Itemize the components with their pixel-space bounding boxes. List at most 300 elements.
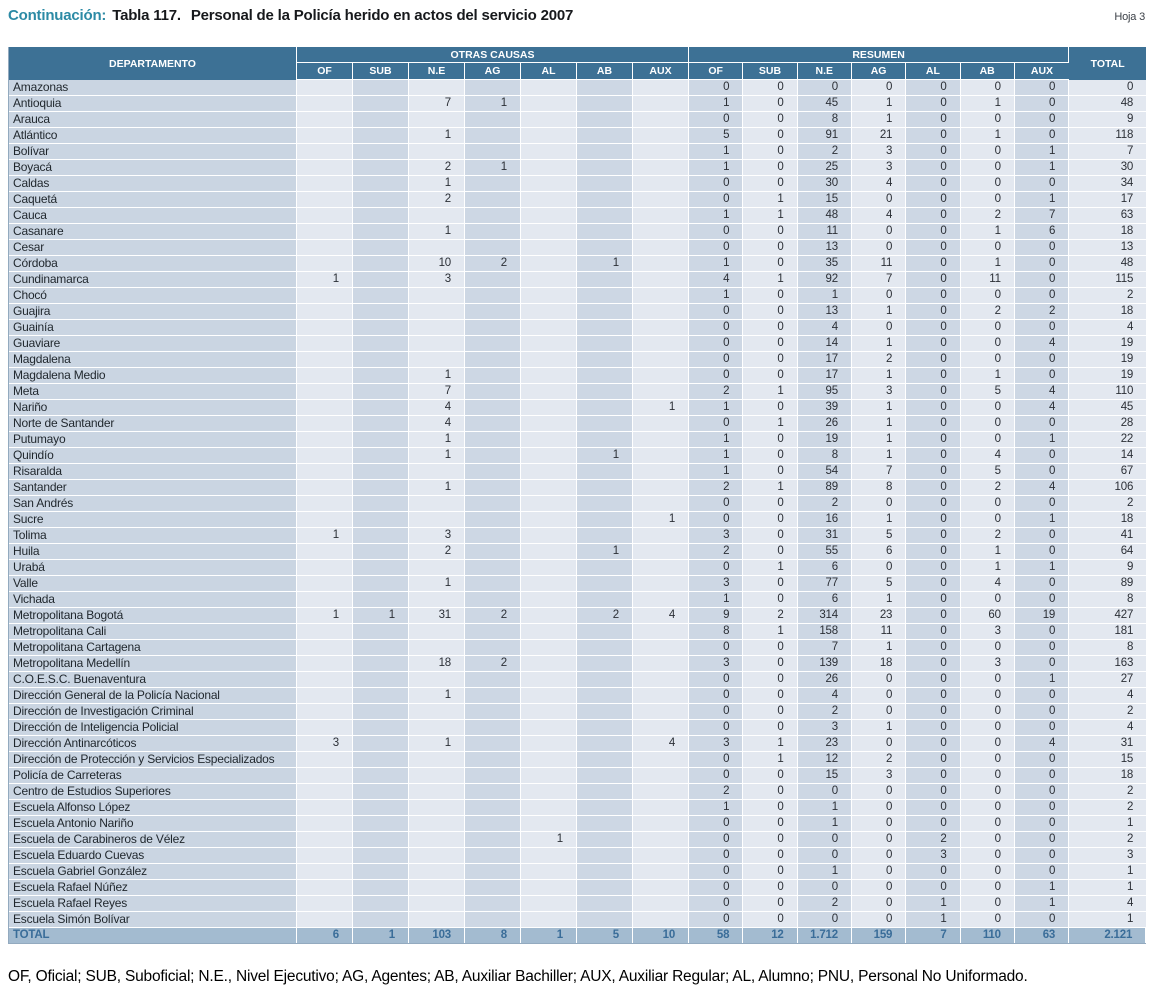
row-total-cell: 4 — [1069, 896, 1146, 912]
value-cell — [409, 288, 465, 304]
value-cell: 0 — [906, 256, 960, 272]
row-total-cell: 2 — [1069, 288, 1146, 304]
value-cell — [297, 464, 353, 480]
value-cell — [409, 864, 465, 880]
value-cell: 4 — [961, 576, 1015, 592]
value-cell — [633, 144, 689, 160]
value-cell: 2 — [689, 384, 743, 400]
value-cell: 0 — [906, 496, 960, 512]
value-cell — [521, 864, 577, 880]
value-cell — [521, 912, 577, 928]
value-cell: 23 — [852, 608, 906, 624]
table-row — [9, 688, 1146, 704]
value-cell: 3 — [689, 528, 743, 544]
table-row — [9, 784, 1146, 800]
value-cell — [633, 480, 689, 496]
value-cell — [297, 384, 353, 400]
value-cell — [353, 192, 409, 208]
value-cell — [633, 112, 689, 128]
value-cell — [297, 240, 353, 256]
value-cell: 0 — [1015, 688, 1069, 704]
value-cell: 0 — [689, 80, 743, 96]
value-cell — [297, 160, 353, 176]
value-cell: 0 — [961, 832, 1015, 848]
value-cell: 0 — [906, 384, 960, 400]
value-cell: 3 — [852, 144, 906, 160]
value-cell — [409, 848, 465, 864]
value-cell: 0 — [961, 416, 1015, 432]
value-cell: 1 — [852, 512, 906, 528]
col-header-resumen-ag: AG — [852, 63, 906, 80]
table-row — [9, 336, 1146, 352]
value-cell — [521, 880, 577, 896]
value-cell: 0 — [1015, 448, 1069, 464]
value-cell: 2 — [798, 704, 852, 720]
value-cell: 2 — [961, 528, 1015, 544]
value-cell — [521, 656, 577, 672]
value-cell: 0 — [906, 512, 960, 528]
value-cell: 12 — [743, 928, 797, 943]
value-cell — [465, 624, 521, 640]
department-cell: Centro de Estudios Superiores — [9, 784, 297, 800]
value-cell — [297, 80, 353, 96]
value-cell: 0 — [1015, 720, 1069, 736]
value-cell: 0 — [961, 432, 1015, 448]
value-cell: 3 — [852, 384, 906, 400]
value-cell — [353, 736, 409, 752]
table-number: Tabla 117. — [112, 7, 181, 24]
value-cell: 2 — [689, 784, 743, 800]
department-cell: Escuela de Carabineros de Vélez — [9, 832, 297, 848]
table-row — [9, 160, 1146, 176]
value-cell: 0 — [961, 352, 1015, 368]
value-cell — [297, 544, 353, 560]
value-cell: 4 — [852, 176, 906, 192]
value-cell: 2 — [798, 496, 852, 512]
value-cell — [577, 560, 633, 576]
department-cell: Santander — [9, 480, 297, 496]
value-cell — [409, 624, 465, 640]
value-cell: 0 — [689, 560, 743, 576]
value-cell — [633, 304, 689, 320]
row-total-cell: 118 — [1069, 128, 1146, 144]
value-cell — [297, 720, 353, 736]
value-cell: 0 — [798, 848, 852, 864]
value-cell — [521, 496, 577, 512]
row-total-cell: 2 — [1069, 800, 1146, 816]
value-cell — [465, 464, 521, 480]
value-cell: 8 — [689, 624, 743, 640]
value-cell: 1 — [1015, 880, 1069, 896]
value-cell: 3 — [852, 768, 906, 784]
value-cell — [465, 480, 521, 496]
value-cell — [577, 80, 633, 96]
value-cell — [297, 576, 353, 592]
value-cell — [633, 496, 689, 512]
value-cell: 1 — [633, 512, 689, 528]
department-cell: Sucre — [9, 512, 297, 528]
value-cell — [297, 592, 353, 608]
row-total-cell: 30 — [1069, 160, 1146, 176]
value-cell: 26 — [798, 672, 852, 688]
row-total-cell: 106 — [1069, 480, 1146, 496]
value-cell — [353, 144, 409, 160]
value-cell: 1 — [906, 912, 960, 928]
value-cell — [297, 560, 353, 576]
value-cell: 1 — [852, 304, 906, 320]
department-cell: Huila — [9, 544, 297, 560]
row-total-cell: 4 — [1069, 320, 1146, 336]
table-row — [9, 144, 1146, 160]
col-header-otras-ne: N.E — [409, 63, 465, 80]
value-cell: 7 — [906, 928, 960, 943]
value-cell: 1 — [961, 544, 1015, 560]
department-cell: Urabá — [9, 560, 297, 576]
value-cell: 0 — [743, 768, 797, 784]
value-cell — [633, 848, 689, 864]
value-cell: 1 — [743, 736, 797, 752]
value-cell: 0 — [961, 320, 1015, 336]
value-cell: 1 — [297, 608, 353, 624]
table-row — [9, 352, 1146, 368]
value-cell — [353, 768, 409, 784]
value-cell — [521, 560, 577, 576]
value-cell — [465, 320, 521, 336]
value-cell: 0 — [906, 720, 960, 736]
value-cell — [577, 832, 633, 848]
value-cell: 0 — [743, 112, 797, 128]
value-cell — [465, 192, 521, 208]
value-cell: 3 — [961, 624, 1015, 640]
value-cell — [521, 848, 577, 864]
value-cell — [465, 912, 521, 928]
value-cell — [297, 400, 353, 416]
value-cell — [577, 640, 633, 656]
value-cell: 1 — [961, 256, 1015, 272]
value-cell: 4 — [1015, 336, 1069, 352]
value-cell: 0 — [961, 176, 1015, 192]
department-cell: Caquetá — [9, 192, 297, 208]
value-cell — [521, 112, 577, 128]
row-total-cell: 19 — [1069, 352, 1146, 368]
value-cell: 1 — [743, 192, 797, 208]
value-cell: 0 — [1015, 592, 1069, 608]
value-cell: 2 — [961, 208, 1015, 224]
value-cell: 1 — [961, 368, 1015, 384]
value-cell — [577, 272, 633, 288]
value-cell: 2 — [961, 304, 1015, 320]
group-header-resumen: RESUMEN — [689, 47, 1069, 63]
value-cell: 18 — [409, 656, 465, 672]
department-cell: Dirección Antinarcóticos — [9, 736, 297, 752]
value-cell — [577, 800, 633, 816]
value-cell: 0 — [906, 736, 960, 752]
value-cell — [633, 560, 689, 576]
value-cell: 0 — [852, 496, 906, 512]
value-cell — [409, 240, 465, 256]
value-cell: 10 — [633, 928, 689, 943]
table-row — [9, 272, 1146, 288]
value-cell: 1 — [577, 544, 633, 560]
value-cell: 3 — [689, 736, 743, 752]
value-cell — [353, 896, 409, 912]
value-cell — [297, 352, 353, 368]
value-cell — [521, 304, 577, 320]
value-cell — [633, 96, 689, 112]
value-cell: 0 — [961, 896, 1015, 912]
col-header-otras-al: AL — [521, 63, 577, 80]
table-row — [9, 592, 1146, 608]
value-cell: 0 — [743, 640, 797, 656]
value-cell — [465, 688, 521, 704]
value-cell — [577, 784, 633, 800]
value-cell: 1 — [852, 432, 906, 448]
value-cell — [353, 304, 409, 320]
value-cell: 0 — [961, 768, 1015, 784]
value-cell: 0 — [906, 656, 960, 672]
value-cell — [297, 176, 353, 192]
continuation-label: Continuación: — [8, 7, 107, 24]
value-cell: 0 — [852, 784, 906, 800]
value-cell — [633, 896, 689, 912]
value-cell — [353, 496, 409, 512]
value-cell — [633, 768, 689, 784]
group-header-otras-causas: OTRAS CAUSAS — [297, 47, 689, 63]
value-cell — [297, 496, 353, 512]
value-cell: 2 — [409, 192, 465, 208]
table-row — [9, 736, 1146, 752]
value-cell: 0 — [961, 144, 1015, 160]
value-cell: 0 — [961, 288, 1015, 304]
value-cell: 11 — [798, 224, 852, 240]
footnote: OF, Oficial; SUB, Suboficial; N.E., Nivel Ejecutivo; AG, Agentes; AB, Auxiliar Bachiller; AUX, Auxiliar Regular; AL, Alumno; PNU, Personal No Uniformado. — [8, 968, 1028, 985]
table-row — [9, 608, 1146, 624]
value-cell — [633, 672, 689, 688]
value-cell: 0 — [906, 608, 960, 624]
value-cell: 0 — [743, 656, 797, 672]
value-cell: 0 — [689, 768, 743, 784]
value-cell — [521, 144, 577, 160]
value-cell: 0 — [961, 688, 1015, 704]
table-row — [9, 496, 1146, 512]
value-cell: 0 — [743, 688, 797, 704]
value-cell: 0 — [906, 368, 960, 384]
department-cell: Metropolitana Cartagena — [9, 640, 297, 656]
value-cell: 1 — [689, 800, 743, 816]
value-cell: 0 — [906, 432, 960, 448]
value-cell: 0 — [743, 288, 797, 304]
value-cell: 3 — [906, 848, 960, 864]
value-cell — [633, 816, 689, 832]
value-cell: 0 — [906, 624, 960, 640]
value-cell: 7 — [798, 640, 852, 656]
table-row — [9, 896, 1146, 912]
value-cell: 0 — [906, 576, 960, 592]
value-cell — [521, 784, 577, 800]
row-total-cell: 115 — [1069, 272, 1146, 288]
value-cell — [297, 224, 353, 240]
value-cell: 1 — [1015, 432, 1069, 448]
value-cell: 11 — [852, 624, 906, 640]
value-cell: 1 — [353, 608, 409, 624]
table-row — [9, 128, 1146, 144]
value-cell — [353, 464, 409, 480]
value-cell: 1 — [961, 128, 1015, 144]
value-cell: 0 — [689, 112, 743, 128]
value-cell: 0 — [852, 912, 906, 928]
value-cell: 1 — [409, 432, 465, 448]
department-cell: Córdoba — [9, 256, 297, 272]
value-cell — [297, 832, 353, 848]
col-header-otras-sub: SUB — [353, 63, 409, 80]
value-cell: 17 — [798, 368, 852, 384]
value-cell: 0 — [961, 512, 1015, 528]
value-cell — [297, 512, 353, 528]
value-cell: 1 — [409, 688, 465, 704]
value-cell: 0 — [961, 592, 1015, 608]
value-cell — [465, 384, 521, 400]
value-cell: 0 — [798, 784, 852, 800]
table-row — [9, 368, 1146, 384]
value-cell: 7 — [852, 272, 906, 288]
value-cell: 0 — [798, 832, 852, 848]
value-cell: 0 — [906, 416, 960, 432]
value-cell: 1 — [1015, 896, 1069, 912]
value-cell: 2 — [409, 160, 465, 176]
value-cell — [577, 192, 633, 208]
value-cell: 2 — [961, 480, 1015, 496]
value-cell — [465, 304, 521, 320]
value-cell — [353, 816, 409, 832]
value-cell: 4 — [798, 688, 852, 704]
table-row — [9, 816, 1146, 832]
row-total-cell: 18 — [1069, 304, 1146, 320]
value-cell — [577, 288, 633, 304]
value-cell — [297, 480, 353, 496]
value-cell — [297, 288, 353, 304]
value-cell — [465, 896, 521, 912]
value-cell — [409, 784, 465, 800]
value-cell: 2 — [852, 352, 906, 368]
value-cell: 4 — [852, 208, 906, 224]
value-cell: 1 — [743, 384, 797, 400]
value-cell — [633, 320, 689, 336]
value-cell: 0 — [689, 848, 743, 864]
value-cell: 0 — [743, 672, 797, 688]
value-cell: 1 — [353, 928, 409, 943]
row-total-cell: 0 — [1069, 80, 1146, 96]
value-cell: 0 — [961, 800, 1015, 816]
value-cell: 39 — [798, 400, 852, 416]
value-cell: 4 — [1015, 384, 1069, 400]
row-total-cell: 8 — [1069, 592, 1146, 608]
value-cell: 0 — [743, 512, 797, 528]
value-cell — [465, 144, 521, 160]
department-cell: Escuela Rafael Reyes — [9, 896, 297, 912]
col-header-otras-ag: AG — [465, 63, 521, 80]
value-cell: 0 — [1015, 912, 1069, 928]
value-cell — [633, 240, 689, 256]
value-cell: 0 — [852, 896, 906, 912]
value-cell: 0 — [743, 896, 797, 912]
value-cell — [521, 176, 577, 192]
value-cell: 1 — [409, 128, 465, 144]
value-cell: 4 — [961, 448, 1015, 464]
value-cell: 1 — [798, 816, 852, 832]
value-cell: 0 — [1015, 368, 1069, 384]
value-cell — [465, 672, 521, 688]
value-cell — [577, 528, 633, 544]
value-cell: 0 — [906, 272, 960, 288]
value-cell: 0 — [961, 112, 1015, 128]
value-cell — [465, 560, 521, 576]
value-cell — [577, 720, 633, 736]
value-cell — [465, 272, 521, 288]
value-cell: 0 — [1015, 288, 1069, 304]
value-cell: 0 — [743, 832, 797, 848]
department-cell: Guaviare — [9, 336, 297, 352]
value-cell: 0 — [906, 448, 960, 464]
value-cell — [577, 512, 633, 528]
value-cell: 1 — [689, 144, 743, 160]
value-cell — [521, 240, 577, 256]
row-total-cell: 48 — [1069, 256, 1146, 272]
value-cell — [521, 416, 577, 432]
value-cell: 35 — [798, 256, 852, 272]
row-total-cell: 18 — [1069, 224, 1146, 240]
value-cell: 0 — [852, 800, 906, 816]
value-cell — [353, 224, 409, 240]
value-cell: 25 — [798, 160, 852, 176]
department-cell: Bolívar — [9, 144, 297, 160]
value-cell: 1 — [1015, 144, 1069, 160]
value-cell — [297, 256, 353, 272]
value-cell — [297, 432, 353, 448]
value-cell — [521, 96, 577, 112]
value-cell: 45 — [798, 96, 852, 112]
value-cell: 0 — [852, 80, 906, 96]
value-cell — [353, 384, 409, 400]
value-cell: 1 — [798, 288, 852, 304]
table-row — [9, 224, 1146, 240]
value-cell: 3 — [409, 272, 465, 288]
value-cell: 2 — [689, 544, 743, 560]
value-cell: 0 — [689, 368, 743, 384]
table-row — [9, 208, 1146, 224]
value-cell — [297, 848, 353, 864]
value-cell: 110 — [961, 928, 1015, 943]
value-cell: 0 — [1015, 528, 1069, 544]
value-cell — [353, 160, 409, 176]
value-cell: 0 — [961, 80, 1015, 96]
value-cell: 8 — [798, 448, 852, 464]
department-cell: Cauca — [9, 208, 297, 224]
value-cell: 2 — [689, 480, 743, 496]
value-cell: 1 — [961, 560, 1015, 576]
department-cell: Tolima — [9, 528, 297, 544]
value-cell: 1 — [743, 624, 797, 640]
value-cell — [297, 672, 353, 688]
value-cell — [633, 880, 689, 896]
value-cell: 0 — [852, 688, 906, 704]
department-cell: Putumayo — [9, 432, 297, 448]
row-total-cell: 2 — [1069, 832, 1146, 848]
value-cell: 0 — [906, 160, 960, 176]
table-row — [9, 192, 1146, 208]
value-cell: 0 — [1015, 96, 1069, 112]
col-header-otras-of: OF — [297, 63, 353, 80]
value-cell: 1 — [689, 160, 743, 176]
